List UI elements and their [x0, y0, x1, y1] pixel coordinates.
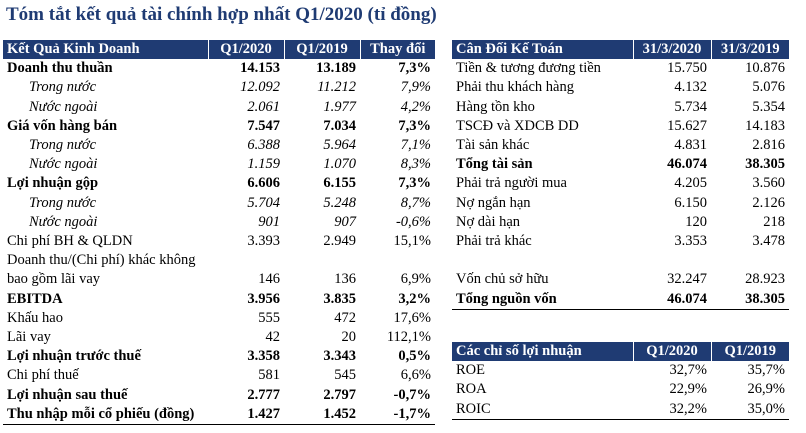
- value-2019: 14.183: [745, 117, 785, 134]
- value-q1-2019: 545: [334, 367, 356, 384]
- row-label: Chi phí BH & QLDN: [7, 233, 133, 250]
- column-header: Q1/2019: [711, 342, 789, 361]
- value-change: 6,6%: [400, 367, 431, 384]
- table-row: [3, 290, 435, 309]
- value-2019: 5.076: [752, 79, 785, 96]
- value-q1-2019: 1.977: [323, 98, 356, 115]
- table-header-row: [3, 40, 435, 59]
- row-label: Giá vốn hàng bán: [7, 117, 118, 134]
- row-label: Hàng tồn kho: [456, 98, 535, 115]
- row-label: Nước ngoài: [29, 213, 98, 230]
- value-q1-2019: 1.452: [323, 405, 356, 422]
- column-header: Q1/2020: [633, 342, 711, 361]
- profitability-ratios-table: [452, 342, 789, 420]
- table-row: [3, 213, 435, 232]
- table-row: [3, 78, 435, 97]
- value-q1-2020: 901: [258, 213, 280, 230]
- row-label: Nước ngoài: [29, 98, 98, 115]
- value-q1-2019: 907: [334, 213, 356, 230]
- value-q1-2020: 1.427: [247, 405, 280, 422]
- row-label: Nợ ngắn hạn: [456, 194, 531, 211]
- value-2019: 28.923: [745, 271, 785, 288]
- value-change: 0,5%: [398, 348, 431, 365]
- row-label: Khấu hao: [7, 309, 63, 326]
- table-row: [3, 366, 435, 385]
- row-label: Tổng tài sản: [456, 156, 533, 173]
- row-label: Nợ dài hạn: [456, 213, 521, 230]
- value-2020: 6.150: [674, 194, 707, 211]
- value-q1-2020: 3.358: [247, 348, 280, 365]
- row-label: Lợi nhuận sau thuế: [7, 386, 128, 403]
- table-row: [3, 328, 435, 347]
- value-q1-2020: 1.159: [247, 156, 280, 173]
- row-label: Tiền & tương đương tiền: [456, 60, 601, 77]
- value-2020: 32.247: [667, 271, 707, 288]
- value-q1-2020: 6.388: [247, 137, 280, 154]
- row-label: Lợi nhuận trước thuế: [7, 348, 141, 365]
- table-row: [452, 136, 789, 155]
- income-statement-table: [3, 40, 435, 425]
- row-label: TSCĐ và XDCB DD: [456, 117, 579, 134]
- value-q1-2019: 20: [341, 329, 356, 346]
- row-label: ROA: [456, 381, 487, 398]
- row-label: Phải thu khách hàng: [456, 79, 574, 96]
- value-2020: 3.353: [674, 233, 707, 250]
- value-q1-2019: 7.034: [323, 117, 356, 134]
- row-label: ROIC: [456, 400, 491, 417]
- value-2020: 4.831: [674, 137, 707, 154]
- table-row: [3, 59, 435, 78]
- row-label: Doanh thu thuần: [7, 60, 113, 77]
- value-q1-2020: 6.606: [247, 175, 280, 192]
- row-label: Nước ngoài: [29, 156, 98, 173]
- value-2019: 38.305: [745, 156, 785, 173]
- row-label: Lãi vay: [7, 329, 51, 346]
- table-row: [452, 59, 789, 78]
- value-change: -0,7%: [393, 386, 431, 403]
- value-q1-2019: 35,0%: [747, 400, 785, 417]
- value-change: 7,3%: [398, 60, 431, 77]
- row-label: Thu nhập mỗi cổ phiếu (đồng): [7, 405, 195, 422]
- value-change: 8,7%: [400, 194, 431, 211]
- table-row: [3, 155, 435, 174]
- column-header: Q1/2020: [208, 40, 284, 59]
- row-label: ROE: [456, 362, 485, 379]
- value-change: -0,6%: [395, 213, 431, 230]
- value-2019: 38.305: [745, 290, 785, 307]
- value-change: 3,2%: [398, 290, 431, 307]
- column-header: Cân Đối Kế Toán: [452, 40, 633, 59]
- row-label: Phải trả người mua: [456, 175, 567, 192]
- value-2020: 4.132: [674, 79, 707, 96]
- table-row: [452, 213, 789, 232]
- row-label: Doanh thu/(Chi phí) khác không bao gồm lãi vay: [7, 252, 196, 288]
- table-row: [452, 98, 789, 117]
- value-q1-2020: 5.704: [247, 194, 280, 211]
- value-q1-2020: 7.547: [247, 117, 280, 134]
- value-q1-2019: 2.797: [323, 386, 356, 403]
- table-row: [452, 290, 789, 310]
- table-row: [3, 232, 435, 251]
- value-q1-2019: 11.212: [317, 79, 356, 96]
- value-q1-2019: 35,7%: [747, 362, 785, 379]
- value-q1-2020: 146: [258, 271, 280, 288]
- value-2019: 2.126: [752, 194, 785, 211]
- table-row: [452, 174, 789, 193]
- value-q1-2020: 12.092: [240, 79, 280, 96]
- column-header: Thay đổi: [360, 40, 435, 59]
- table-row: [3, 117, 435, 136]
- table-header-row: [452, 40, 789, 59]
- row-label: Chi phí thuế: [7, 367, 79, 384]
- value-q1-2020: 3.393: [247, 233, 280, 250]
- value-q1-2019: 5.964: [323, 137, 356, 154]
- value-change: -1,7%: [393, 405, 431, 422]
- value-2020: 5.734: [674, 98, 707, 115]
- table-row: [3, 136, 435, 155]
- value-change: 7,3%: [398, 175, 431, 192]
- value-change: 112,1%: [386, 329, 431, 346]
- value-2019: 3.478: [752, 233, 785, 250]
- value-q1-2019: 1.070: [323, 156, 356, 173]
- value-2019: 2.816: [752, 137, 785, 154]
- value-change: 7,3%: [398, 117, 431, 134]
- table-row: [452, 232, 789, 251]
- table-row: [3, 309, 435, 328]
- table-row: [452, 194, 789, 213]
- column-header: Q1/2019: [284, 40, 360, 59]
- table-row: [452, 400, 789, 420]
- value-q1-2020: 32,7%: [669, 362, 707, 379]
- value-q1-2019: 6.155: [323, 175, 356, 192]
- value-2020: 120: [685, 213, 707, 230]
- value-change: 4,2%: [400, 98, 431, 115]
- table-row: [3, 174, 435, 193]
- row-label: Phải trả khác: [456, 233, 532, 250]
- value-2020: 15.627: [667, 117, 707, 134]
- value-2019: 10.876: [745, 60, 785, 77]
- value-q1-2019: 13.189: [316, 60, 356, 77]
- balance-sheet-table: [452, 40, 789, 310]
- value-change: 7,1%: [400, 137, 431, 154]
- table-row: [452, 78, 789, 97]
- table-row: [3, 251, 435, 289]
- value-q1-2020: 555: [258, 309, 280, 326]
- value-2019: 3.560: [752, 175, 785, 192]
- value-2020: 4.205: [674, 175, 707, 192]
- value-q1-2019: 3.835: [323, 290, 356, 307]
- row-label: Trong nước: [29, 79, 97, 96]
- row-label: Lợi nhuận gộp: [7, 175, 99, 192]
- value-q1-2020: 14.153: [240, 60, 280, 77]
- column-header: 31/3/2019: [711, 40, 789, 59]
- value-q1-2020: 2.061: [247, 98, 280, 115]
- table-row: [3, 405, 435, 425]
- value-q1-2020: 42: [265, 329, 280, 346]
- value-q1-2020: 22,9%: [669, 381, 707, 398]
- value-2020: 46.074: [667, 290, 707, 307]
- table-row: [3, 98, 435, 117]
- value-2020: 46.074: [667, 156, 707, 173]
- value-change: 15,1%: [393, 233, 431, 250]
- value-q1-2020: 581: [258, 367, 280, 384]
- table-row: [452, 380, 789, 399]
- row-label: Tài sản khác: [456, 137, 530, 154]
- value-2019: 218: [763, 213, 785, 230]
- table-header-row: [452, 342, 789, 361]
- value-change: 17,6%: [393, 309, 431, 326]
- column-header: 31/3/2020: [633, 40, 711, 59]
- table-row: [3, 386, 435, 405]
- value-q1-2020: 32,2%: [669, 400, 707, 417]
- value-q1-2020: 2.777: [247, 386, 280, 403]
- value-2020: 15.750: [667, 60, 707, 77]
- row-label: Trong nước: [29, 137, 97, 154]
- value-q1-2019: 472: [334, 309, 356, 326]
- value-change: 6,9%: [400, 271, 431, 288]
- value-change: 8,3%: [400, 156, 431, 173]
- value-q1-2019: 26,9%: [747, 381, 785, 398]
- value-2019: 5.354: [752, 98, 785, 115]
- column-header: Các chỉ số lợi nhuận: [452, 342, 633, 361]
- value-q1-2019: 5.248: [323, 194, 356, 211]
- table-row: [3, 194, 435, 213]
- value-q1-2019: 2.949: [323, 233, 356, 250]
- table-row: [452, 361, 789, 380]
- value-q1-2020: 3.956: [247, 290, 280, 307]
- table-row: [452, 251, 789, 289]
- row-label: Vốn chủ sở hữu: [456, 271, 549, 288]
- table-row: [3, 347, 435, 366]
- value-q1-2019: 136: [334, 271, 356, 288]
- table-row: [452, 117, 789, 136]
- page-title: Tóm tắt kết quả tài chính hợp nhất Q1/2020 (tỉ đồng): [6, 4, 437, 25]
- table-row: [452, 155, 789, 174]
- row-label: Tổng nguồn vốn: [456, 290, 557, 307]
- value-q1-2019: 3.343: [323, 348, 356, 365]
- value-change: 7,9%: [400, 79, 431, 96]
- column-header: Kết Quả Kinh Doanh: [3, 40, 208, 59]
- row-label: EBITDA: [7, 290, 63, 307]
- row-label: Trong nước: [29, 194, 97, 211]
